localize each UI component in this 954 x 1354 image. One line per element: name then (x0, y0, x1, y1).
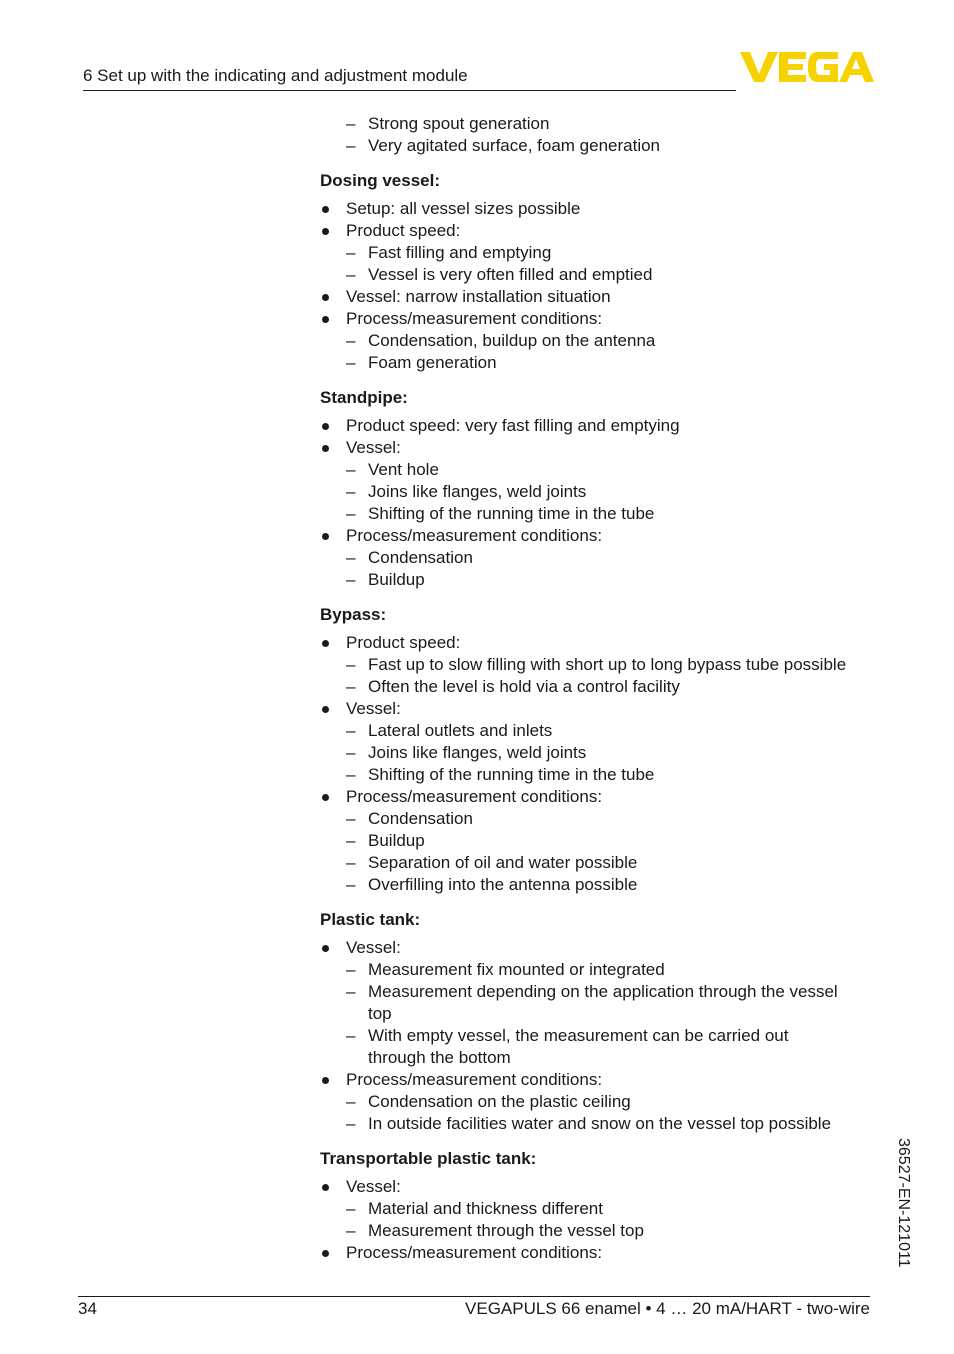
dash-item: – Very agitated surface, foam generation (320, 135, 880, 157)
footer-title: VEGAPULS 66 enamel • 4 … 20 mA/HART - two-wire (465, 1299, 870, 1318)
bullet-item: Process/measurement conditions: (320, 308, 880, 330)
dash-item: – Fast filling and emptying (320, 242, 880, 264)
vega-logo (740, 50, 874, 84)
dash-item-continuation: top (368, 1004, 392, 1023)
dash-item: – Separation of oil and water possible (320, 852, 880, 874)
bullet-item: Product speed: very fast filling and emptying (320, 415, 880, 437)
section-heading: Bypass: (320, 605, 387, 624)
dash-item: – Often the level is hold via a control facility (320, 676, 880, 698)
footer-divider (78, 1296, 870, 1297)
dash-item: – With empty vessel, the measurement can be carried out (320, 1025, 880, 1047)
dash-item: – Lateral outlets and inlets (320, 720, 880, 742)
dash-item: – Condensation on the plastic ceiling (320, 1091, 880, 1113)
document-id: 36527-EN-121011 (895, 1138, 912, 1268)
dash-item: – Condensation, buildup on the antenna (320, 330, 880, 352)
bullet-item: Process/measurement conditions: (320, 1242, 880, 1264)
bullet-item: Process/measurement conditions: (320, 525, 880, 547)
page-number: 34 (78, 1299, 97, 1318)
dash-item: – Joins like flanges, weld joints (320, 481, 880, 503)
dash-item: – Vent hole (320, 459, 880, 481)
dash-item: – Strong spout generation (320, 113, 880, 135)
bullet-item: Vessel: narrow installation situation (320, 286, 880, 308)
dash-item: – Vessel is very often filled and emptied (320, 264, 880, 286)
dash-item: – Condensation (320, 808, 880, 830)
dash-item-continuation: through the bottom (368, 1048, 511, 1067)
bullet-item: Vessel: (320, 437, 880, 459)
section-heading: Dosing vessel: (320, 171, 440, 190)
dash-item: – Shifting of the running time in the tube (320, 764, 880, 786)
dash-item: – Measurement depending on the application through the vessel (320, 981, 880, 1003)
dash-item: – Measurement fix mounted or integrated (320, 959, 880, 981)
bullet-item: Product speed: (320, 220, 880, 242)
bullet-item: Vessel: (320, 1176, 880, 1198)
bullet-item: Process/measurement conditions: (320, 1069, 880, 1091)
header-divider (83, 90, 736, 91)
document-body (320, 113, 880, 1264)
dash-item: – Foam generation (320, 352, 880, 374)
bullet-item: Setup: all vessel sizes possible (320, 198, 880, 220)
bullet-item: Vessel: (320, 937, 880, 959)
bullet-item: Product speed: (320, 632, 880, 654)
dash-item: – Fast up to slow filling with short up to long bypass tube possible (320, 654, 880, 676)
dash-item: – Buildup (320, 569, 880, 591)
section-heading: Standpipe: (320, 388, 408, 407)
section-heading: Plastic tank: (320, 910, 421, 929)
dash-item: – In outside facilities water and snow on the vessel top possible (320, 1113, 880, 1135)
dash-item: – Overfilling into the antenna possible (320, 874, 880, 896)
dash-item: – Shifting of the running time in the tube (320, 503, 880, 525)
dash-item: – Measurement through the vessel top (320, 1220, 880, 1242)
vega-logo-mark (740, 52, 874, 82)
dash-item: – Condensation (320, 547, 880, 569)
header-title: 6 Set up with the indicating and adjustment module (83, 66, 468, 85)
dash-item: – Buildup (320, 830, 880, 852)
bullet-item: Process/measurement conditions: (320, 786, 880, 808)
bullet-item: Vessel: (320, 698, 880, 720)
dash-item: – Material and thickness different (320, 1198, 880, 1220)
section-heading: Transportable plastic tank: (320, 1149, 537, 1168)
dash-item: – Joins like flanges, weld joints (320, 742, 880, 764)
